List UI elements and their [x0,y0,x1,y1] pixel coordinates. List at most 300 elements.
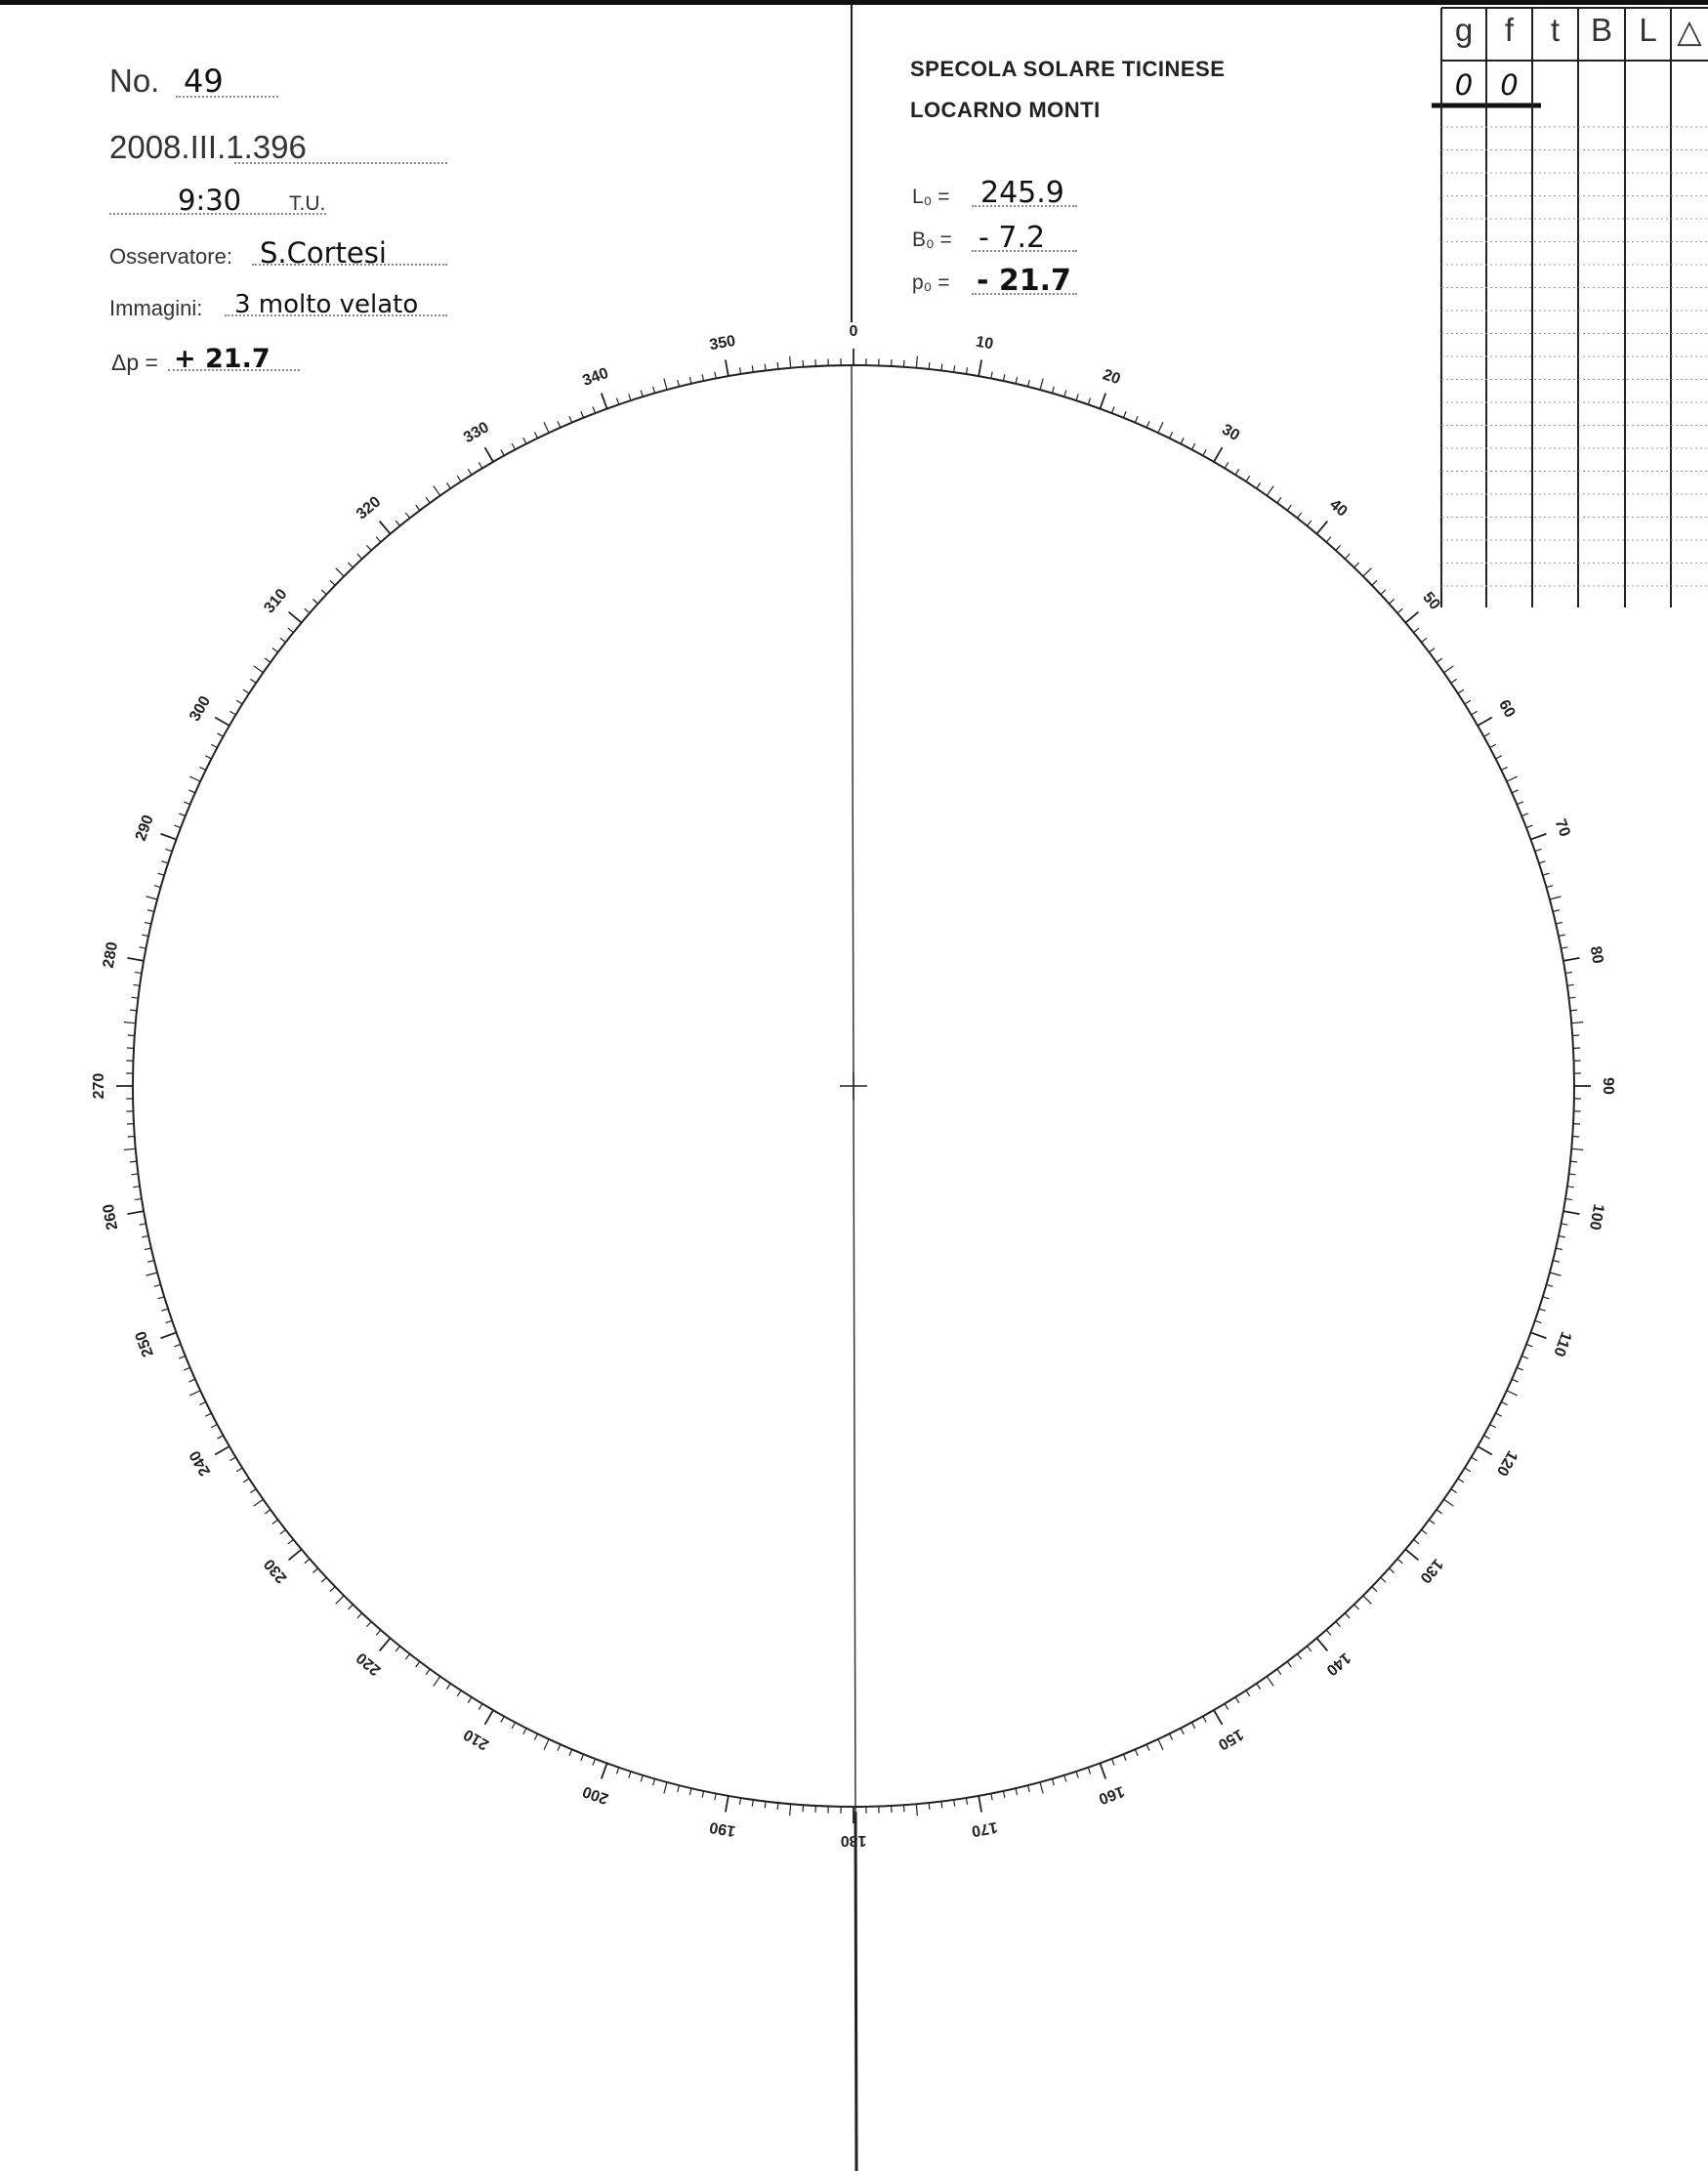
tick-158 [1123,1754,1126,1760]
tick-40 [1316,522,1327,534]
dial-label-60: 60 [1494,696,1519,721]
tick-338 [581,411,584,417]
tick-98 [1567,1187,1574,1188]
dial-label-310: 310 [261,585,291,617]
tick-329 [479,462,482,468]
tick-83 [1568,997,1575,998]
tick-18 [1076,394,1078,400]
tick-76 [1553,910,1560,912]
tick-222 [366,1621,371,1626]
tick-352 [752,365,753,372]
tick-248 [179,1356,185,1358]
tick-265 [124,1148,136,1149]
images-value: 3 molto velato [234,290,419,319]
tick-66 [1512,790,1518,793]
tick-27 [1181,438,1184,443]
tick-301 [229,711,235,715]
dial-label-320: 320 [353,493,385,523]
tick-164 [1052,1778,1054,1785]
dial-label-270: 270 [91,1072,108,1100]
tick-60 [1478,718,1492,727]
tick-234 [265,1510,271,1514]
dial-label-170: 170 [970,1817,999,1840]
institution-line2: LOCARNO MONTI [910,98,1101,122]
tick-151 [1203,1716,1206,1722]
tick-253 [158,1297,165,1299]
tick-198 [629,1772,631,1778]
tick-297 [205,756,211,759]
tick-187 [765,1801,766,1808]
tick-44 [1354,563,1359,567]
tick-346 [678,380,680,387]
tick-281 [140,947,146,948]
tick-231 [288,1539,293,1543]
tick-298 [211,744,217,747]
tick-154 [1170,1733,1173,1739]
tick-223 [357,1613,362,1618]
tick-278 [133,984,140,985]
tick-73 [1543,873,1550,875]
tick-276 [130,1010,137,1011]
dial-label-110: 110 [1550,1329,1575,1359]
tick-26 [1170,432,1173,438]
tick-218 [405,1654,409,1660]
tick-65 [1507,776,1518,781]
tick-200 [602,1763,607,1778]
tick-211 [479,1704,482,1710]
tick-214 [446,1684,450,1690]
tick-38 [1297,513,1301,519]
tick-126 [1437,1510,1442,1514]
tick-138 [1336,1621,1341,1626]
delta-p-value: + 21.7 [174,344,271,374]
tick-120 [1478,1446,1492,1455]
tick-232 [280,1529,286,1533]
dial-label-140: 140 [1322,1649,1354,1679]
tick-133 [1381,1577,1386,1582]
tick-337 [569,416,572,422]
tick-205 [544,1739,549,1750]
tick-28 [1191,443,1194,449]
tick-11 [991,372,992,379]
tick-287 [158,873,165,875]
tick-162 [1076,1772,1078,1778]
tick-263 [132,1174,139,1175]
tick-22 [1123,411,1126,417]
tick-7 [941,364,942,371]
tick-63 [1496,756,1502,759]
tick-306 [265,658,271,662]
tick-290 [161,834,177,840]
tick-29 [1203,449,1206,455]
tick-319 [376,537,381,542]
tick-148 [1235,1697,1239,1703]
tick-202 [581,1754,584,1760]
table-cell-1: 0 [1500,68,1519,102]
tick-203 [569,1749,572,1755]
tick-103 [1556,1248,1562,1250]
dial-label-130: 130 [1416,1555,1446,1587]
tick-197 [641,1775,643,1782]
tick-260 [127,1211,144,1214]
dial-label-40: 40 [1326,496,1351,521]
tick-238 [236,1468,242,1472]
tick-193 [689,1788,691,1795]
tick-122 [1465,1468,1471,1472]
tick-24 [1146,421,1149,427]
dial-label-80: 80 [1586,944,1606,966]
tick-46 [1372,580,1377,585]
tick-119 [1483,1436,1489,1439]
tick-237 [243,1479,249,1482]
tick-172 [954,1800,955,1807]
tick-344 [653,387,655,394]
tick-62 [1490,744,1496,747]
tick-320 [380,522,391,534]
tick-289 [166,849,173,851]
tick-156 [1146,1744,1149,1750]
tick-316 [348,563,353,567]
L0-value: 245.9 [980,176,1064,210]
dial-label-150: 150 [1215,1725,1246,1753]
tick-285 [146,897,158,899]
dial-label-120: 120 [1492,1447,1521,1479]
tick-331 [501,449,504,455]
tick-317 [357,554,362,559]
tick-58 [1465,700,1471,704]
tick-84 [1570,1010,1577,1011]
tick-159 [1111,1759,1114,1766]
tick-322 [405,513,409,519]
dial-label-100: 100 [1585,1202,1607,1232]
tick-175 [916,1804,917,1816]
tick-332 [512,443,515,449]
tick-308 [280,638,286,642]
tick-354 [777,362,778,369]
tick-279 [135,972,142,973]
tick-165 [1040,1782,1043,1794]
tick-336 [558,421,561,427]
tick-229 [305,1559,310,1564]
tick-71 [1535,849,1542,851]
tick-304 [250,679,256,683]
tick-97 [1568,1174,1575,1175]
dial-label-20: 20 [1100,366,1123,389]
tick-142 [1297,1654,1301,1660]
tick-174 [929,1803,930,1810]
tick-114 [1512,1379,1518,1382]
tick-147 [1246,1691,1250,1696]
tick-124 [1451,1489,1457,1493]
tick-293 [184,802,189,805]
dial-label-190: 190 [708,1817,737,1840]
tick-64 [1501,767,1507,770]
dial-label-160: 160 [1096,1782,1127,1808]
tick-59 [1472,711,1478,715]
tick-185 [790,1804,791,1816]
tick-102 [1559,1235,1565,1236]
tick-130 [1405,1549,1418,1560]
tick-353 [765,364,766,371]
tick-227 [321,1577,326,1582]
tick-106 [1546,1284,1553,1286]
tick-144 [1277,1669,1281,1675]
tick-43 [1345,554,1350,559]
tick-10 [979,359,981,376]
tick-303 [243,689,249,693]
tick-350 [726,359,729,376]
tick-343 [641,391,643,397]
tick-243 [205,1413,211,1416]
tick-135 [1363,1596,1371,1604]
tick-30 [1214,447,1223,462]
institution-line1: SPECOLA SOLARE TICINESE [910,57,1226,81]
tick-328 [468,469,472,475]
tick-70 [1530,834,1546,840]
tick-145 [1267,1677,1273,1687]
tick-258 [142,1235,148,1236]
tick-256 [147,1261,154,1263]
B0-value: - 7.2 [979,221,1046,255]
tick-45 [1363,568,1371,576]
tick-171 [966,1798,967,1805]
observer-label: Osservatore: [109,244,232,269]
tick-348 [702,374,703,381]
tick-140 [1316,1638,1327,1650]
tick-128 [1422,1529,1428,1533]
tick-146 [1257,1684,1261,1690]
tick-33 [1246,476,1250,481]
tick-310 [289,612,302,623]
tick-196 [653,1778,655,1785]
tick-108 [1539,1309,1546,1311]
tick-323 [416,505,420,511]
dial-label-210: 210 [461,1725,492,1753]
dial-label-330: 330 [461,419,492,447]
tick-109 [1535,1320,1542,1322]
tick-194 [678,1785,680,1792]
tick-206 [534,1733,537,1739]
tick-277 [132,997,139,998]
tick-69 [1526,825,1533,828]
tick-186 [777,1803,778,1810]
tick-20 [1100,394,1105,409]
tick-294 [188,790,194,793]
tick-327 [457,476,461,481]
tick-216 [426,1669,430,1675]
tick-9 [966,367,967,374]
tick-112 [1521,1356,1527,1358]
tick-189 [739,1798,740,1805]
tick-81 [1565,972,1572,973]
tick-68 [1521,814,1527,816]
tick-116 [1501,1402,1507,1405]
tick-349 [715,372,716,379]
dial-label-10: 10 [974,333,995,354]
tick-247 [184,1367,189,1370]
time-value: 9:30 [178,184,242,217]
tick-195 [664,1782,667,1794]
date-value: 2008.III.1.396 [109,129,307,165]
tick-100 [1563,1211,1580,1214]
tick-14 [1028,380,1030,387]
tick-347 [689,377,691,384]
tick-246 [188,1379,194,1382]
tick-305 [254,666,264,673]
tick-244 [199,1402,205,1405]
tick-82 [1567,984,1574,985]
tick-41 [1326,537,1331,542]
tick-72 [1539,861,1546,863]
tick-292 [179,814,185,816]
tick-134 [1372,1587,1377,1592]
tick-291 [174,825,181,828]
tick-296 [199,767,205,770]
tick-315 [336,568,344,576]
tick-75 [1550,897,1562,899]
tick-35 [1267,486,1273,496]
tick-54 [1437,658,1442,662]
table-cell-0: 0 [1454,68,1474,102]
tick-249 [174,1344,181,1347]
tick-318 [366,545,371,550]
tick-74 [1546,886,1553,888]
tick-261 [135,1198,142,1199]
tick-139 [1326,1630,1331,1635]
dial-label-180: 180 [840,1831,867,1849]
tick-242 [211,1424,217,1427]
tick-210 [485,1710,494,1725]
tick-240 [215,1446,229,1455]
tick-36 [1277,497,1281,503]
tick-107 [1543,1297,1550,1299]
dial-label-260: 260 [100,1202,122,1232]
tick-221 [376,1630,381,1635]
tick-235 [254,1499,264,1506]
tick-220 [380,1638,391,1650]
tick-283 [145,922,151,924]
tick-170 [979,1796,981,1813]
dial-label-350: 350 [708,332,737,355]
tick-192 [702,1791,703,1798]
tick-215 [434,1677,440,1687]
tick-230 [289,1549,302,1560]
tick-241 [217,1436,223,1439]
dial-label-70: 70 [1551,816,1573,840]
tick-55 [1444,666,1454,673]
tick-47 [1381,590,1386,595]
dial-label-290: 290 [132,813,157,844]
tick-252 [161,1309,168,1311]
tick-79 [1561,947,1567,948]
tick-104 [1553,1261,1560,1263]
tick-295 [189,776,200,781]
dial-label-0: 0 [849,323,858,341]
delta-p-label: Δp = [111,350,158,375]
tick-209 [501,1716,504,1722]
table-header-5: △ [1677,13,1702,49]
tick-67 [1517,802,1522,805]
tick-152 [1191,1723,1194,1729]
tick-141 [1307,1647,1311,1651]
tick-169 [991,1793,992,1800]
tick-340 [602,394,607,409]
tick-300 [215,718,229,727]
solar-disk [91,323,1616,1849]
tick-8 [954,365,955,372]
tick-105 [1550,1273,1562,1275]
tick-251 [166,1320,173,1322]
tick-143 [1287,1661,1291,1667]
tick-12 [1003,374,1004,381]
tick-80 [1563,958,1580,961]
tick-137 [1345,1613,1350,1618]
tick-17 [1064,391,1066,397]
dial-label-280: 280 [100,940,122,970]
dial-label-200: 200 [580,1782,611,1808]
tick-208 [512,1723,515,1729]
tick-207 [523,1729,526,1734]
tick-136 [1354,1605,1359,1609]
tick-228 [312,1568,317,1573]
tick-52 [1422,638,1428,642]
tick-224 [348,1605,353,1609]
number-value: 49 [184,63,224,100]
tick-113 [1517,1367,1522,1370]
tick-57 [1458,689,1464,693]
dial-label-250: 250 [132,1328,157,1359]
B0-label: B₀ = [912,229,952,251]
tick-188 [752,1800,753,1807]
tick-15 [1040,379,1043,391]
tick-123 [1458,1479,1464,1482]
tick-48 [1389,599,1394,604]
tick-345 [664,379,667,391]
tick-312 [312,599,317,604]
tick-49 [1397,608,1402,613]
tick-280 [127,958,144,961]
tick-95 [1571,1148,1583,1149]
tick-250 [161,1332,177,1338]
tick-25 [1158,422,1163,433]
tick-245 [189,1391,200,1396]
dial-label-340: 340 [580,364,611,390]
tick-115 [1507,1391,1518,1396]
tick-314 [330,580,335,585]
tick-5 [916,356,917,368]
tick-42 [1336,545,1341,550]
dial-label-300: 300 [187,693,215,725]
tick-190 [726,1796,729,1813]
dial-label-30: 30 [1219,421,1243,445]
tick-32 [1235,469,1239,475]
tick-325 [434,486,440,496]
tick-118 [1490,1424,1496,1427]
table-header-0: g [1454,12,1474,48]
tick-313 [321,590,326,595]
time-unit: T.U. [289,192,326,215]
tick-324 [426,497,430,503]
tick-51 [1414,628,1419,632]
tick-326 [446,482,450,488]
tick-110 [1530,1332,1546,1338]
tick-351 [739,367,740,374]
tick-213 [457,1691,461,1696]
tick-160 [1100,1763,1105,1778]
dial-label-240: 240 [187,1447,215,1479]
tick-309 [288,628,293,632]
tick-150 [1214,1710,1223,1725]
